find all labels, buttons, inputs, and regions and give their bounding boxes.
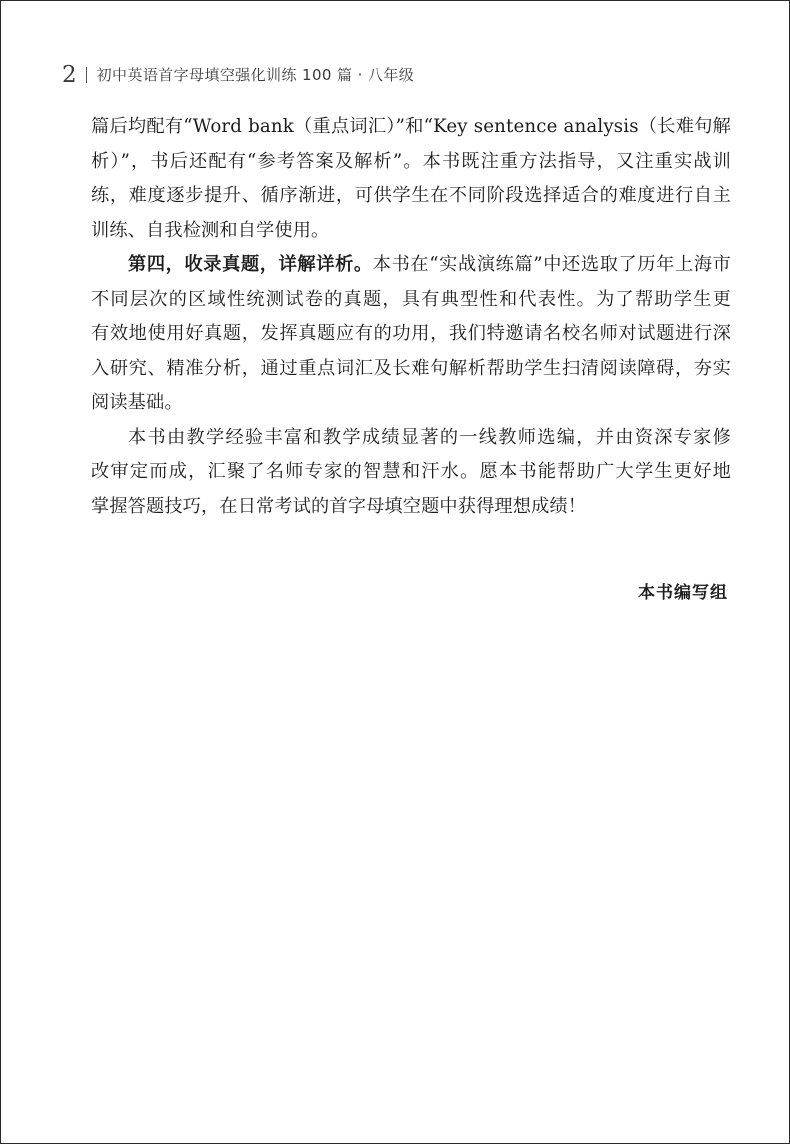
paragraph-line: 练，难度逐步提升、循序渐进，可供学生在不同阶段选择适合的难度进行自主 xyxy=(91,185,731,206)
paragraph-line: 入研究、精准分析，通过重点词汇及长难句解析帮助学生扫清阅读障碍，夯实 xyxy=(91,357,731,379)
paragraph-line: 改审定而成，汇聚了名师专家的智慧和汗水。愿本书能帮助广大学生更好地 xyxy=(91,461,731,482)
paragraph-line xyxy=(91,248,731,283)
paragraph-real-exams xyxy=(91,248,731,421)
paragraph-word-bank xyxy=(91,110,731,248)
paragraph-line: 本书由教学经验丰富和教学成绩显著的一线教师选编，并由资深专家修 xyxy=(128,426,731,448)
running-title: 初中英语首字母填空强化训练 100 篇 · 八年级 xyxy=(96,65,415,84)
section-heading: 第四，收录真题，详解详析。 xyxy=(128,254,373,275)
paragraph-line: 阅读基础。 xyxy=(91,392,183,413)
paragraph-closing xyxy=(91,421,731,525)
paragraph-line: 析）”，书后还配有“参考答案及解析”。本书既注重方法指导，又注重实战训 xyxy=(91,150,731,172)
paragraph-line: 掌握答题技巧，在日常考试的首字母填空题中获得理想成绩！ xyxy=(91,495,587,517)
header-divider xyxy=(86,67,87,83)
signature: 本书编写组 xyxy=(638,583,728,603)
running-header xyxy=(62,60,414,90)
paragraph-line: 篇后均配有“Word bank（重点词汇）”和“Key sentence analysis（长难句解 xyxy=(91,116,731,137)
page-number: 2 xyxy=(62,61,77,88)
paragraph-line: 训练、自我检测和自学使用。 xyxy=(91,219,330,241)
paragraph-line-rest: 本书在“实战演练篇”中还选取了历年上海市 xyxy=(372,254,731,275)
paragraph-line: 不同层次的区域性统测试卷的真题，具有典型性和代表性。为了帮助学生更 xyxy=(91,288,731,310)
body-text xyxy=(91,110,731,524)
paragraph-line: 有效地使用好真题，发挥真题应有的功用，我们特邀请名校名师对试题进行深 xyxy=(91,323,731,344)
